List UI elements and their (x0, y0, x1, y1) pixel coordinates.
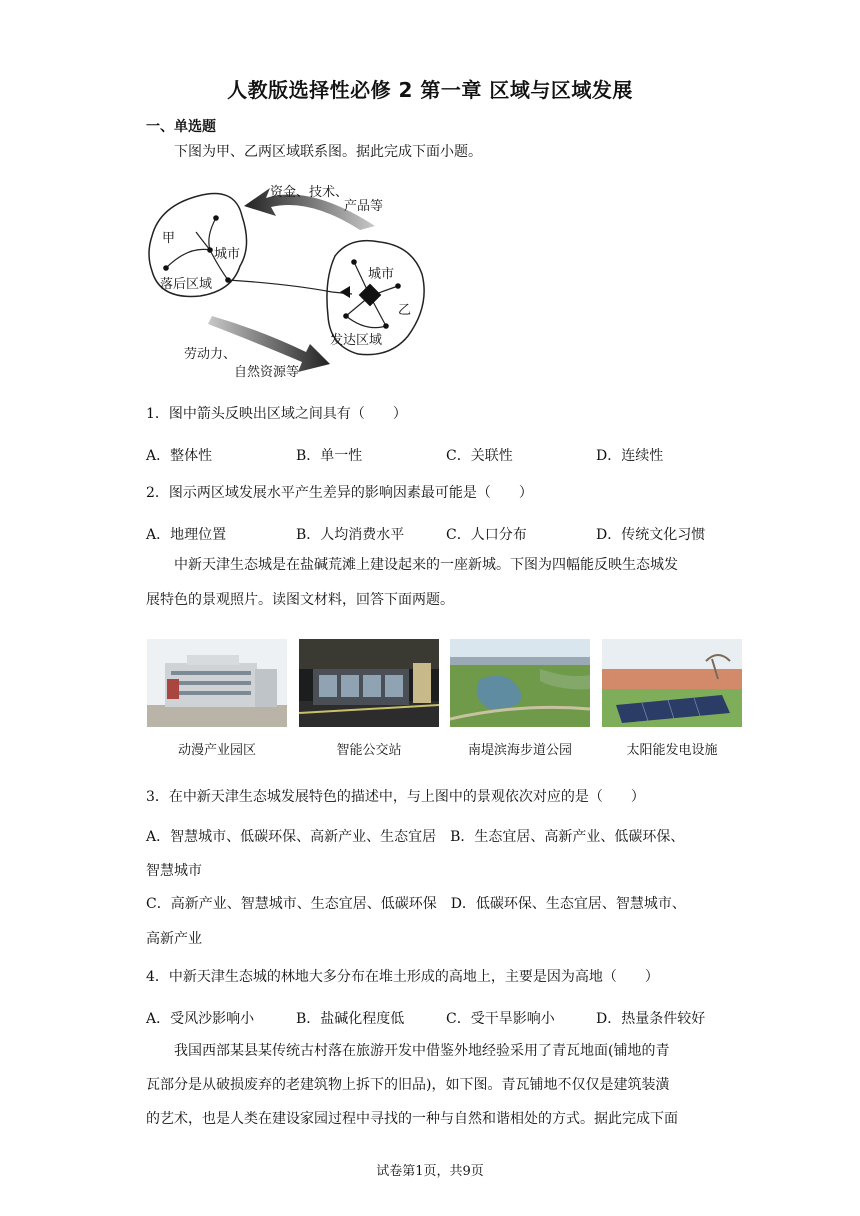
question-3-options-line-1: A．智慧城市、低碳环保、高新产业、生态宜居 B．生态宜居、高新产业、低碳环保、 (146, 829, 685, 845)
region-link-diagram (140, 176, 440, 384)
question-4-option-d: D．热量条件较好 (596, 1011, 706, 1027)
intro-paragraph-3-line-2: 瓦部分是从破损废弃的老建筑物上拆下的旧品)，如下图。青瓦铺地不仅仅是建筑装潢 (146, 1077, 670, 1093)
question-3-options-line-2: 智慧城市 (146, 863, 202, 879)
page-title: 人教版选择性必修 2 第一章 区域与区域发展 (227, 78, 633, 102)
top-arrow-label-2: 产品等 (344, 199, 384, 214)
question-1-option-a: A．整体性 (146, 448, 213, 464)
right-city-label: 城市 (368, 267, 395, 282)
question-4-option-c: C．受干旱影响小 (446, 1011, 555, 1027)
section-heading: 一、单选题 (146, 119, 216, 135)
left-area-label: 落后区域 (160, 277, 213, 292)
question-3-options-line-4: 高新产业 (146, 931, 202, 947)
question-2-option-c: C．人口分布 (446, 527, 527, 543)
intro-paragraph-2-line-1: 中新天津生态城是在盐碱荒滩上建设起来的一座新城。下图为四幅能反映生态城发 (174, 557, 678, 573)
question-4-option-b: B．盐碱化程度低 (296, 1011, 405, 1027)
bottom-arrow-label-2: 自然资源等 (234, 365, 300, 380)
photo-caption-4: 太阳能发电设施 (626, 743, 718, 758)
photo-caption-3: 南堤滨海步道公园 (467, 743, 572, 758)
question-1-stem: 1．图中箭头反映出区域之间具有（ ） (146, 406, 407, 422)
question-1-option-c: C．关联性 (446, 448, 513, 464)
question-4-option-a: A．受风沙影响小 (146, 1011, 255, 1027)
photo-caption-1: 动漫产业园区 (177, 743, 256, 758)
bottom-flow-arrow (208, 316, 330, 372)
photo-caption-2: 智能公交站 (336, 743, 402, 758)
question-2-option-b: B．人均消费水平 (296, 527, 405, 543)
smart-bus-stop-photo (299, 639, 439, 727)
top-arrow-label-1: 资金、技术、 (270, 185, 349, 200)
question-3-options-line-3: C．高新产业、智慧城市、生态宜居、低碳环保 D．低碳环保、生态宜居、智慧城市、 (146, 896, 686, 912)
bottom-arrow-label-1: 劳动力、 (184, 347, 237, 362)
question-1-option-d: D．连续性 (596, 448, 664, 464)
question-2-option-a: A．地理位置 (146, 527, 227, 543)
question-2-stem: 2．图示两区域发展水平产生差异的影响因素最可能是（ ） (146, 485, 533, 501)
intro-paragraph-3-line-3: 的艺术，也是人类在建设家园过程中寻找的一种与自然和谐相处的方式。据此完成下面 (146, 1111, 678, 1127)
page-footer: 试卷第1页，共9页 (376, 1164, 484, 1179)
intro-paragraph-3-line-1: 我国西部某县某传统古村落在旅游开发中借鉴外地经验采用了青瓦地面(铺地的青 (174, 1043, 670, 1059)
right-region-name: 乙 (398, 303, 412, 318)
intro-paragraph-1: 下图为甲、乙两区域联系图。据此完成下面小题。 (174, 144, 482, 160)
right-area-label: 发达区域 (330, 333, 383, 348)
question-2-option-d: D．传统文化习惯 (596, 527, 706, 543)
coastal-walkway-park-photo (450, 639, 590, 727)
left-city-label: 城市 (214, 247, 241, 262)
question-3-stem: 3．在中新天津生态城发展特色的描述中，与上图中的景观依次对应的是（ ） (146, 789, 645, 805)
left-region-name: 甲 (162, 231, 176, 246)
question-1-option-b: B．单一性 (296, 448, 363, 464)
question-4-stem: 4．中新天津生态城的林地大多分布在堆土形成的高地上，主要是因为高地（ ） (146, 969, 659, 985)
animation-park-photo (147, 639, 287, 727)
solar-power-facility-photo (602, 639, 742, 727)
intro-paragraph-2-line-2: 展特色的景观照片。读图文材料，回答下面两题。 (146, 592, 454, 608)
